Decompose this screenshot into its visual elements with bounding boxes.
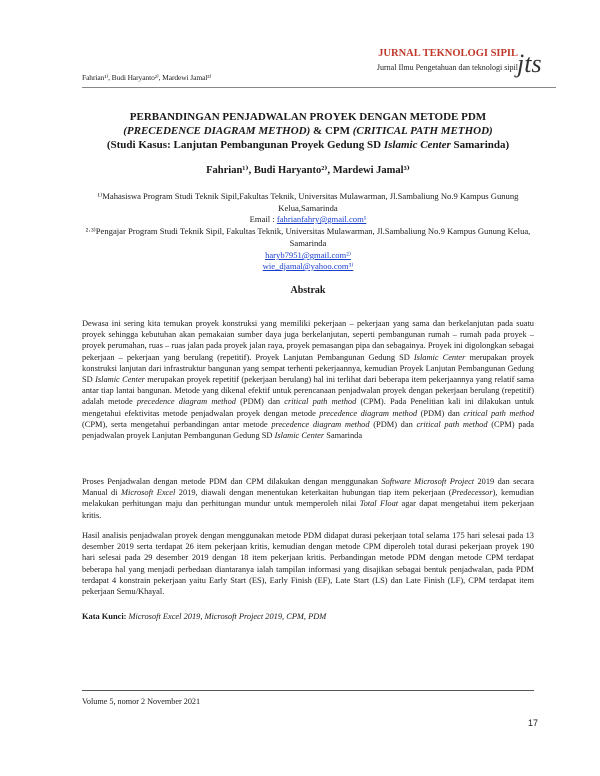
journal-logo: [514, 40, 556, 84]
header-rule: [82, 87, 556, 88]
keywords: [82, 612, 534, 621]
title-line-3: (Studi Kasus: Lanjutan Pembangunan Proyek Gedung SD Islamic Center Samarinda): [106, 139, 510, 151]
journal-title: JURNAL TEKNOLOGI SIPIL: [378, 48, 518, 59]
keywords-label: Kata Kunci:: [82, 612, 127, 621]
email-line-3: [82, 261, 534, 273]
abstract-paragraph-3: Hasil analisis penjadwalan proyek dengan menggunakan metode PDM didapat durasi pekerjaan total selama 175 hari selesai pada 13 desember 2019 serta terdapat 26 item pekerjaan kritis, kemudian dengan metode CPM diperoleh total durasi pekerjaan proyek 190 hari selesai pada 29 desember 2019 dengan 18 item pekerjaan kritis. Perbandingan metode PDM dengan metode CPM terdapat beberapa hal yang menjadi perbedaan diantaranya ialah tampilan informasi yang disajikan sebagai bentuk penjadwalan, pada PDM terdapat 4 konstrain pekerjaan yaitu Early Start (ES), Early Finish (EF), Late Start (LS) dan Late Finish (LF), CPM terdapat item pekerjaan Semu/Khayal.: [82, 531, 534, 597]
title-line-2: (PRECEDENCE DIAGRAM METHOD) & CPM (CRITICAL PATH METHOD): [123, 125, 493, 137]
header-authors: Fahrian¹⁾, Budi Haryanto²⁾, Mardewi Jamal³⁾: [82, 73, 212, 82]
email-link-2[interactable]: haryb7951@gmail.com²⁾: [265, 250, 351, 260]
keywords-value: Microsoft Excel 2019, Microsoft Project 2019, CPM, PDM: [126, 612, 327, 621]
email-line-2: [82, 250, 534, 262]
affiliation-2: ²·³⁾Pengajar Program Studi Teknik Sipil, Fakultas Teknik, Universitas Mulawarman, Jl.Sambaliung No.9 Kampus Gunung Kelua, Samarinda: [85, 226, 531, 248]
email-link-1[interactable]: fahrianfahry@gmail.com¹: [276, 214, 367, 224]
logo-text: jts: [517, 49, 542, 78]
author-list: Fahrian¹⁾, Budi Haryanto²⁾, Mardewi Jamal³⁾: [206, 165, 410, 176]
abstract-paragraph-1: Dewasa ini sering kita temukan proyek konstruksi yang memiliki pekerjaan – pekerjaan yang sama dan berkelanjutan pada suatu proyek sehingga kebutuhan akan pemakaian sumber daya juga berkelanjutan, seperti pembangunan rumah – rumah pada proyek – proyek perumahan, ruas – ruas jalan pada proyek jalan raya, proyek pemasangan pipa dan sebagainya. Proyek ini digolongkan sebagai pekerjaan – pekerjaan yang berulang (repetitif). Proyek Lanjutan Pembangunan Gedung SD Islamic Center merupakan proyek konstruksi lanjutan dari infrastruktur bangunan yang sempat terhenti pekerjaannya, kemudian Proyek Lanjutan Pembangunan Gedung SD Islamic Center merupakan proyek repetitif (pekerjaan berulang) hal ini terlihat dari beberapa item pekerjaannya yang relatif sama antar tiap lantai bangunan. Metode yang dikenal efektif untuk perencanaan penjadwalan proyek dengan pekerjaan berulang (repetitif) adalah metode precedence diagram method (PDM) dan critical path method (CPM). Pada Penelitian kali ini dilakukan untuk mengetahui efektivitas metode penjadwalan proyek dengan metode precedence diagram method (PDM) dan critical path method (CPM), serta mengetahui perbandingan antar metode precedence diagram method (PDM) dan critical path method (CPM) pada penjadwalan proyek Lanjutan Pembangunan Gedung SD Islamic Center Samarinda: [82, 319, 535, 441]
abstract-heading: Abstrak: [290, 285, 326, 296]
email-line-1: Email : fahrianfahry@gmail.com¹: [249, 214, 367, 224]
footer-rule: [82, 690, 534, 691]
affiliation-1: ¹⁾Mahasiswa Program Studi Teknik Sipil,Fakultas Teknik, Universitas Mulawarman, Jl.Sambaliung No.9 Kampus Gunung Kelua,Samarinda: [97, 191, 519, 213]
title-line-1: PERBANDINGAN PENJADWALAN PROYEK DENGAN METODE PDM: [129, 111, 487, 123]
page-number: 17: [528, 718, 539, 728]
footer-volume: Volume 5, nomor 2 November 2021: [82, 697, 201, 706]
journal-subtitle: Jurnal Ilmu Pengetahuan dan teknologi sipil: [376, 63, 518, 72]
abstract-paragraph-2: Proses Penjadwalan dengan metode PDM dan CPM dilakukan dengan menggunakan Software Microsoft Project 2019 dan secara Manual di Microsoft Excel 2019, diawali dengan menentukan keterkaitan hubungan tiap item pekerjaan (Predecessor), kemudian melakukan perhitungan maju dan perhitungan mundur untuk memperoleh nilai Total Float agar dapat mengetahui item pekerjaan kritis.: [82, 477, 534, 520]
email-link-3[interactable]: wie_djamal@yahoo.com³⁾: [262, 261, 354, 271]
